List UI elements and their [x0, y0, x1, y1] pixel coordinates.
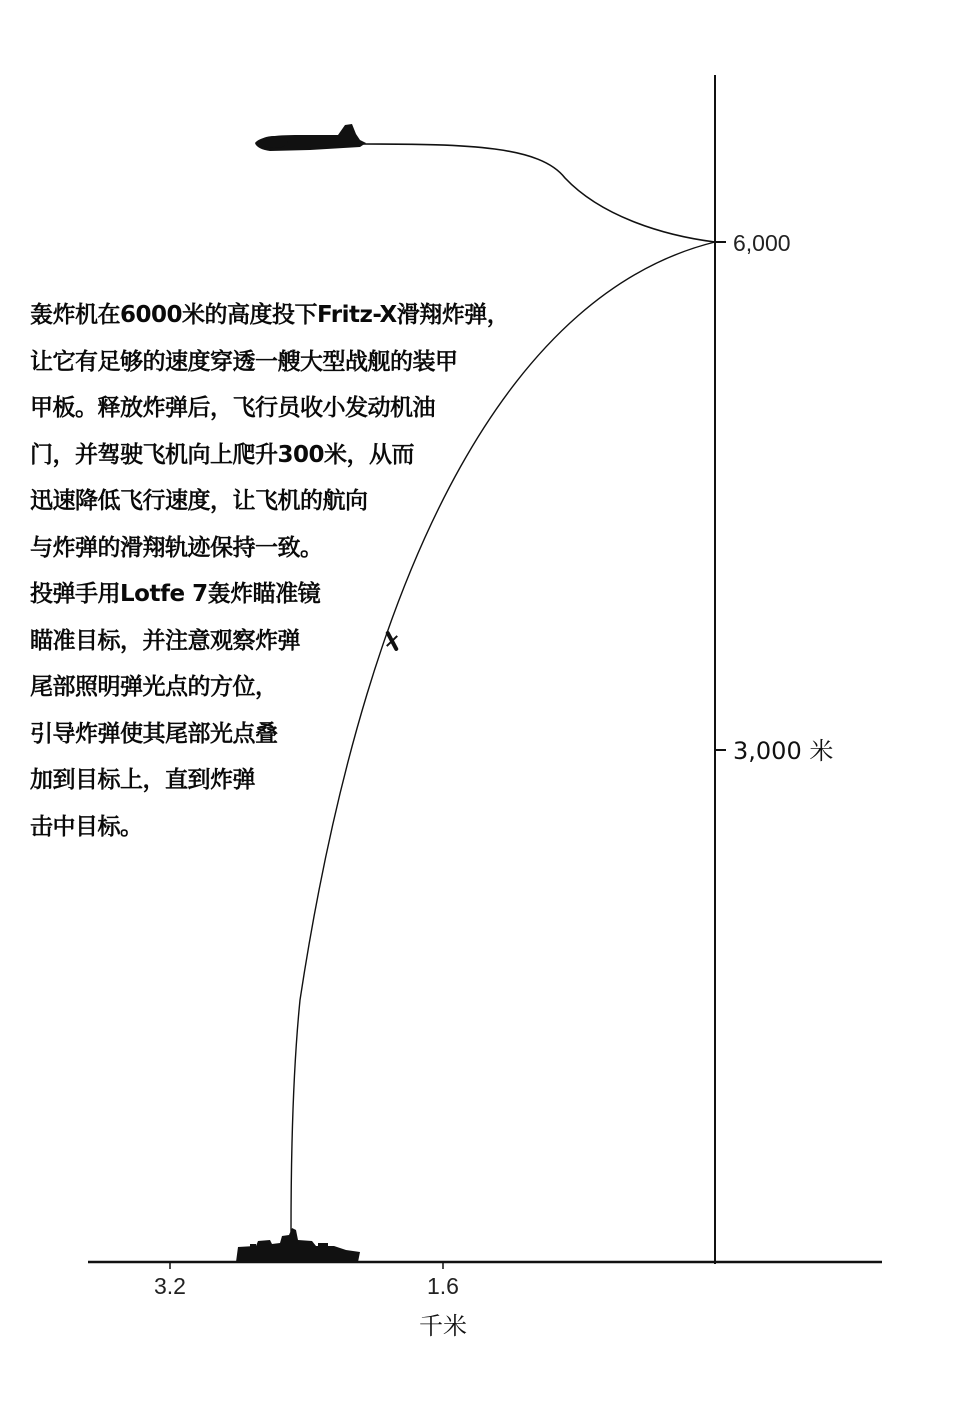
caption-line: 加到目标上，直到炸弹	[30, 767, 255, 793]
altitude-tick-label-6000: 6,000	[733, 230, 791, 256]
bomber-flight-path	[362, 144, 715, 242]
caption-line: 尾部照明弹光点的方位，	[30, 674, 278, 700]
caption-line: 引导炸弹使其尾部光点叠	[30, 720, 278, 747]
caption-line: 门，并驾驶飞机向上爬升300米，从而	[30, 441, 415, 468]
altitude-tick-label-3000: 3,000 米	[733, 737, 834, 765]
warship-silhouette-icon	[236, 1228, 360, 1262]
caption-text-block	[30, 292, 550, 850]
bomber-silhouette-icon	[255, 124, 366, 151]
distance-tick-label-3-2: 3.2	[154, 1273, 186, 1299]
caption-line: 轰炸机在6000米的高度投下Fritz-X滑翔炸弹，	[30, 302, 510, 328]
caption-line: 让它有足够的速度穿透一艘大型战舰的装甲	[30, 348, 458, 375]
caption-line: 投弹手用Lotfe 7轰炸瞄准镜	[30, 581, 321, 607]
caption-line: 瞄准目标，并注意观察炸弹	[30, 627, 300, 654]
caption-line: 迅速降低飞行速度，让飞机的航向	[30, 488, 368, 514]
distance-tick-label-1-6: 1.6	[427, 1273, 459, 1299]
caption-line: 击中目标。	[30, 813, 143, 840]
distance-axis-unit: 千米	[419, 1312, 467, 1340]
caption-line: 甲板。释放炸弹后，飞行员收小发动机油	[30, 395, 435, 421]
caption-line: 与炸弹的滑翔轨迹保持一致。	[30, 534, 323, 561]
